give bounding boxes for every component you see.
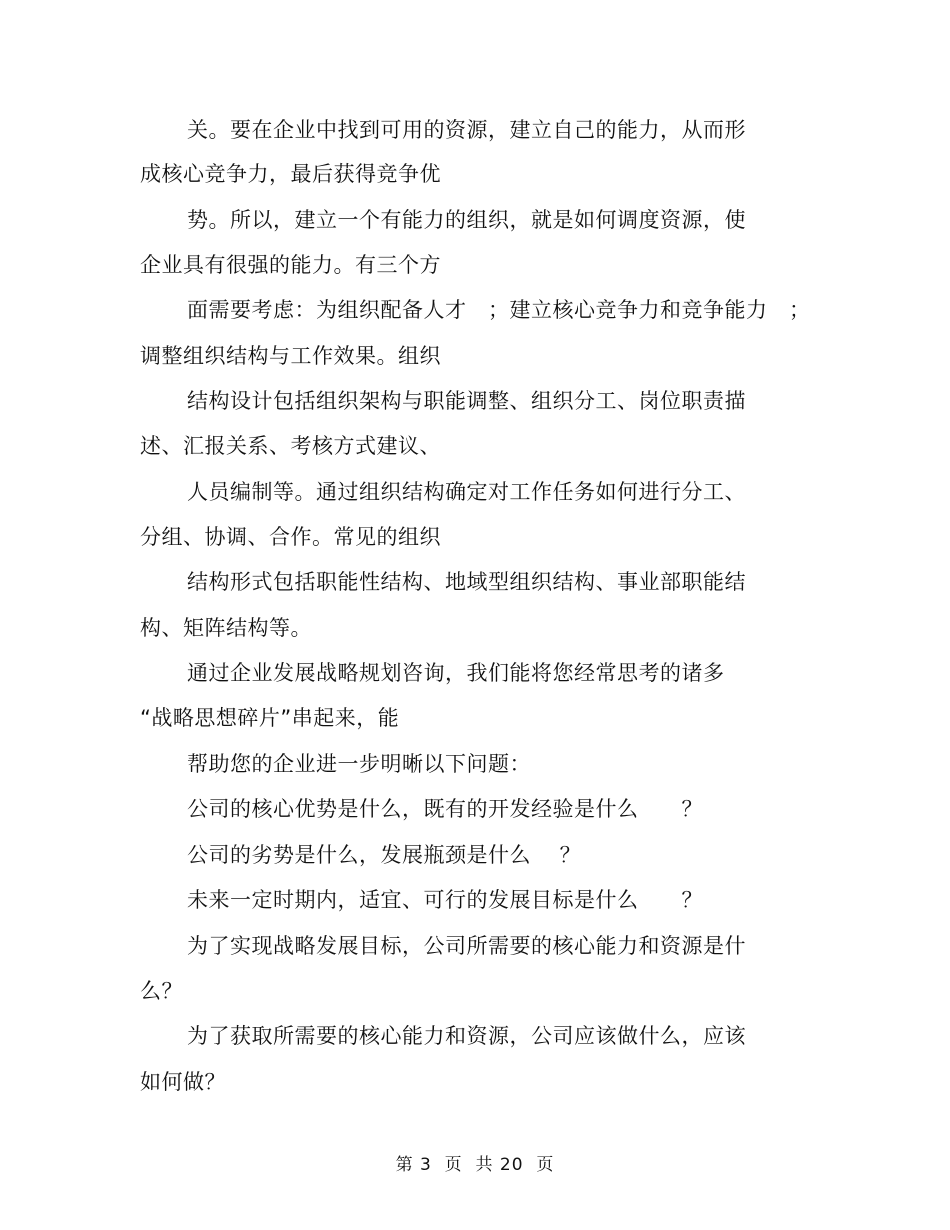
text-line: 构、矩阵结构等。 [140,616,312,640]
question-line: 公司的核心优势是什么，既有的开发经验是什么 ？ [187,797,703,821]
text-line: 成核心竞争力，最后获得竞争优 [140,162,441,186]
text-line: 述、汇报关系、考核方式建议、 [140,434,441,458]
text-line: 结构设计包括组织架构与职能调整、组织分工、岗位职责描 [187,389,746,413]
text-line: 势。所以，建立一个有能力的组织，就是如何调度资源，使 [187,208,746,232]
question-line: 为了获取所需要的核心能力和资源，公司应该做什么，应该 [187,1024,746,1048]
text-line: 企业具有很强的能力。有三个方 [140,253,441,277]
text-line: “战略思想碎片”串起来，能 [140,706,400,730]
question-line: 为了实现战略发展目标，公司所需要的核心能力和资源是什 [187,934,746,958]
question-line: 未来一定时期内，适宜、可行的发展目标是什么 ？ [187,888,703,912]
text-line: 如何做？ [140,1070,226,1094]
text-line: 结构形式包括职能性结构、地域型组织结构、事业部职能结 [187,570,746,594]
page-number-footer: 第 3 页 共 20 页 [395,1155,555,1175]
text-line: 调整组织结构与工作效果。组织 [140,344,441,368]
text-line: 通过企业发展战略规划咨询，我们能将您经常思考的诸多 [187,661,725,685]
text-line: 分组、协调、合作。常见的组织 [140,525,441,549]
text-line: 么？ [140,979,183,1003]
text-line: 关。要在企业中找到可用的资源，建立自己的能力，从而形 [187,118,746,142]
text-line: 帮助您的企业进一步明晰以下问题： [187,752,531,776]
text-line: 人员编制等。通过组织结构确定对工作任务如何进行分工、 [187,480,746,504]
question-line: 公司的劣势是什么，发展瓶颈是什么 ？ [187,843,582,867]
text-line: 面需要考虑：为组织配备人才 ；建立核心竞争力和竞争能力 ； [187,298,811,322]
